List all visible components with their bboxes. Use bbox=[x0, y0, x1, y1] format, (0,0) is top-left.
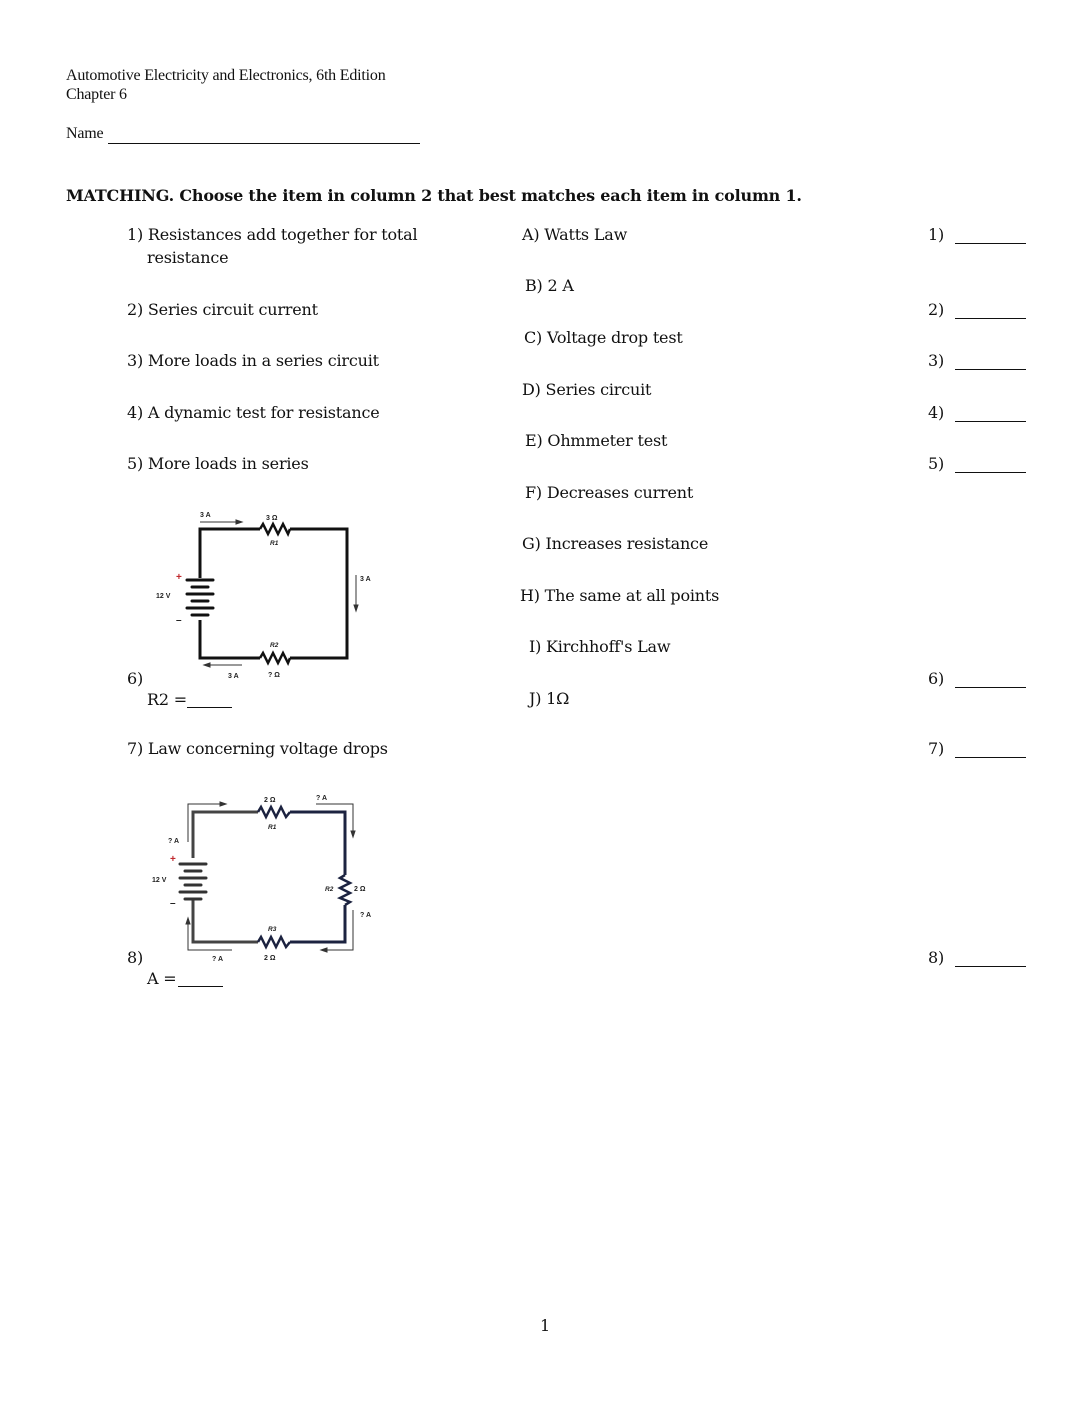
answer-8-label: 8) bbox=[928, 948, 945, 967]
option-b: B) 2 A bbox=[525, 276, 574, 295]
c1-minus: – bbox=[176, 615, 182, 626]
resistor-r1 bbox=[260, 524, 290, 534]
resistor-r2 bbox=[260, 653, 290, 663]
answer-4-label: 4) bbox=[928, 403, 945, 422]
option-f: F) Decreases current bbox=[525, 483, 694, 502]
c1-r1-value: 3 Ω bbox=[266, 515, 278, 522]
c1-plus: + bbox=[176, 572, 182, 583]
option-a: A) Watts Law bbox=[522, 225, 628, 244]
c2-r2-label: R2 bbox=[325, 886, 334, 893]
c2-left-current: ? A bbox=[168, 838, 180, 845]
series-circuit-diagram-2 bbox=[140, 780, 400, 970]
book-title: Automotive Electricity and Electronics, 6th Edition bbox=[66, 67, 386, 84]
chapter-label: Chapter 6 bbox=[66, 86, 127, 103]
option-d: D) Series circuit bbox=[522, 380, 652, 399]
c2-r3-value: 2 Ω bbox=[264, 955, 276, 962]
series-circuit-diagram-1 bbox=[140, 500, 380, 690]
question-1: 1) Resistances add together for total bbox=[127, 225, 418, 244]
circuit-2-wires-dark bbox=[290, 812, 345, 942]
answer-4-blank[interactable] bbox=[955, 421, 1026, 422]
c1-right-current: 3 A bbox=[360, 576, 371, 583]
question-8: 8) bbox=[127, 948, 144, 967]
option-g: G) Increases resistance bbox=[522, 534, 709, 553]
c1-r1-label: R1 bbox=[270, 540, 279, 547]
answer-1-label: 1) bbox=[928, 225, 945, 244]
c2-right-current: ? A bbox=[360, 912, 372, 919]
question-6-blank[interactable] bbox=[187, 707, 232, 708]
resistor-r3 bbox=[258, 937, 290, 947]
name-field[interactable] bbox=[108, 143, 420, 144]
instructions: MATCHING. Choose the item in column 2 that best matches each item in column 1. bbox=[66, 186, 802, 205]
resistor-r1 bbox=[258, 807, 290, 817]
c2-top-current: ? A bbox=[316, 795, 328, 802]
current-arrows bbox=[200, 520, 358, 667]
name-label: Name bbox=[66, 125, 104, 142]
c2-minus: – bbox=[170, 898, 176, 909]
option-e: E) Ohmmeter test bbox=[525, 431, 668, 450]
battery-icon bbox=[180, 864, 206, 899]
option-i: I) Kirchhoff's Law bbox=[529, 637, 671, 656]
answer-2-blank[interactable] bbox=[955, 318, 1026, 319]
c1-r2-label: R2 bbox=[270, 642, 279, 649]
resistor-r2 bbox=[340, 875, 350, 905]
c2-r1-label: R1 bbox=[268, 824, 277, 831]
question-8-blank[interactable] bbox=[178, 986, 223, 987]
answer-6-label: 6) bbox=[928, 669, 945, 688]
answer-1-blank[interactable] bbox=[955, 243, 1026, 244]
option-c: C) Voltage drop test bbox=[524, 328, 683, 347]
c2-r3-label: R3 bbox=[268, 926, 277, 933]
answer-7-label: 7) bbox=[928, 739, 945, 758]
question-2: 2) Series circuit current bbox=[127, 300, 318, 319]
c2-voltage: 12 V bbox=[152, 877, 167, 884]
answer-5-label: 5) bbox=[928, 454, 945, 473]
answer-2-label: 2) bbox=[928, 300, 945, 319]
c1-r2-value: ? Ω bbox=[268, 672, 280, 679]
question-4: 4) A dynamic test for resistance bbox=[127, 403, 380, 422]
c1-bottom-current: 3 A bbox=[228, 673, 239, 680]
page-number: 1 bbox=[540, 1316, 550, 1335]
circuit-1-wires bbox=[200, 529, 347, 658]
question-1-continuation: resistance bbox=[147, 248, 229, 267]
battery-icon bbox=[187, 580, 213, 615]
c2-r1-value: 2 Ω bbox=[264, 797, 276, 804]
c2-plus: + bbox=[170, 854, 176, 865]
question-6: 6) bbox=[127, 669, 144, 688]
answer-3-label: 3) bbox=[928, 351, 945, 370]
answer-8-blank[interactable] bbox=[955, 966, 1026, 967]
question-3: 3) More loads in a series circuit bbox=[127, 351, 379, 370]
c2-bottom-current: ? A bbox=[212, 956, 224, 963]
question-5: 5) More loads in series bbox=[127, 454, 309, 473]
question-7: 7) Law concerning voltage drops bbox=[127, 739, 388, 758]
answer-3-blank[interactable] bbox=[955, 369, 1026, 370]
c1-top-current: 3 A bbox=[200, 512, 211, 519]
answer-5-blank[interactable] bbox=[955, 472, 1026, 473]
answer-6-blank[interactable] bbox=[955, 687, 1026, 688]
option-j: J) 1Ω bbox=[529, 689, 570, 708]
c2-r2-value: 2 Ω bbox=[354, 886, 366, 893]
c1-voltage: 12 V bbox=[156, 593, 171, 600]
option-h: H) The same at all points bbox=[520, 586, 720, 605]
question-8-prompt: A = bbox=[147, 969, 177, 988]
question-6-prompt: R2 = bbox=[147, 690, 187, 709]
answer-7-blank[interactable] bbox=[955, 757, 1026, 758]
